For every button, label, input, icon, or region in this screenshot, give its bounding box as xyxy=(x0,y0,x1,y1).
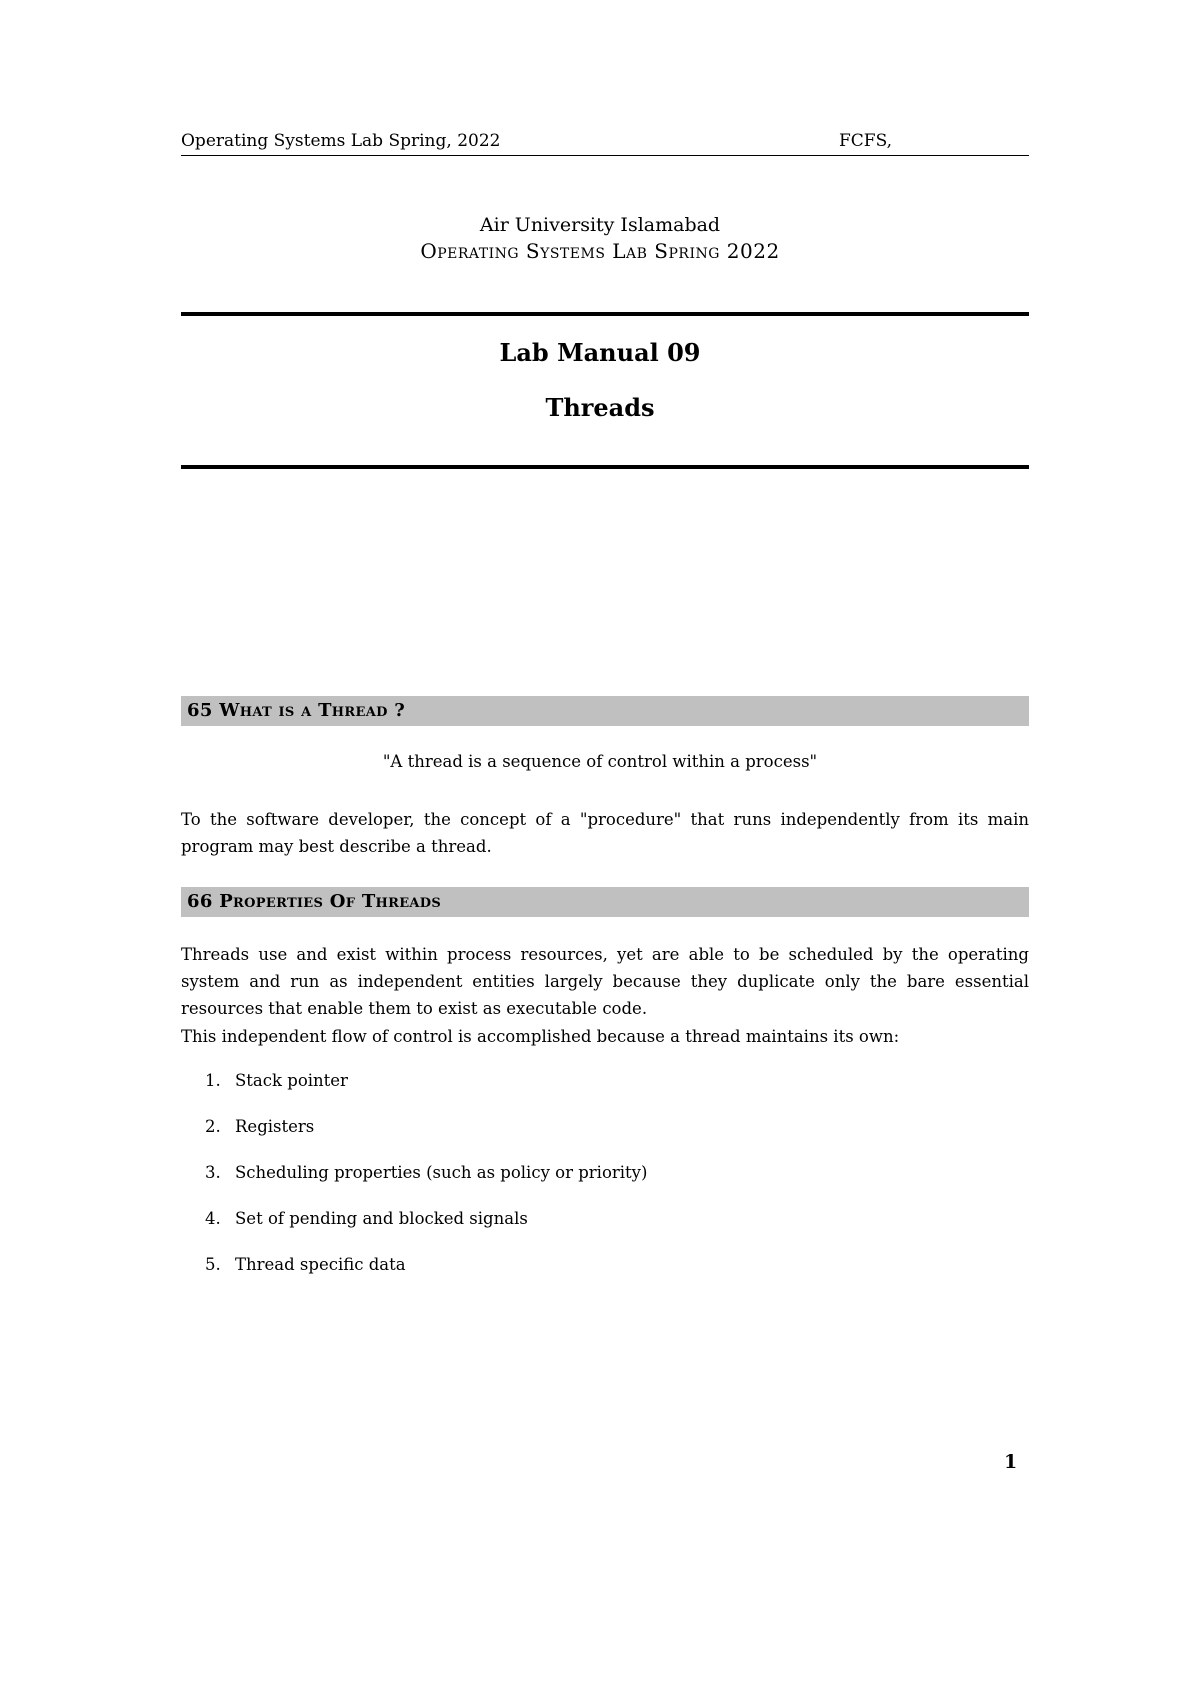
properties-intro-line: This independent flow of control is accomplished because a thread maintains its own: xyxy=(181,1027,900,1046)
list-item xyxy=(205,1208,1005,1254)
list-item-text: Stack pointer xyxy=(235,1071,348,1090)
thread-definition-quote: "A thread is a sequence of control within a process" xyxy=(382,752,818,771)
course-name: Operating Systems Lab Spring 2022 xyxy=(420,239,780,263)
list-item-text: Scheduling properties (such as policy or priority) xyxy=(235,1163,648,1182)
list-item-number: 5. xyxy=(205,1255,221,1274)
list-item xyxy=(205,1254,1005,1300)
running-header xyxy=(181,130,1029,156)
list-item xyxy=(205,1162,1005,1208)
section-heading-properties: 66 Properties Of Threads xyxy=(181,887,1029,917)
header-topic: FCFS, xyxy=(839,131,893,151)
header-course-title: Operating Systems Lab Spring, 2022 xyxy=(181,131,501,151)
properties-paragraph: Threads use and exist within process resources, yet are able to be scheduled by the operating system and run as independent entities largely because they duplicate only the bare essential resources that enable them to exist as executable code. xyxy=(181,945,1029,1018)
list-item-text: Set of pending and blocked signals xyxy=(235,1209,528,1228)
list-item xyxy=(205,1070,1005,1116)
list-item-text: Thread specific data xyxy=(235,1255,406,1274)
list-item-number: 4. xyxy=(205,1209,221,1228)
section-heading-what-is-thread: 65 What is a Thread ? xyxy=(181,696,1029,726)
list-item-number: 2. xyxy=(205,1117,221,1136)
title-block xyxy=(0,212,1200,264)
title-rule-top xyxy=(181,312,1029,316)
manual-title: Lab Manual 09 xyxy=(499,338,701,367)
title-rule-bottom xyxy=(181,465,1029,469)
university-name: Air University Islamabad xyxy=(479,214,721,236)
list-item xyxy=(205,1116,1005,1162)
list-item-number: 1. xyxy=(205,1071,221,1090)
manual-subtitle: Threads xyxy=(545,393,655,422)
page-number: 1 xyxy=(1004,1451,1018,1473)
list-item-number: 3. xyxy=(205,1163,221,1182)
thread-description-paragraph: To the software developer, the concept of a "procedure" that runs independently from its main program may best describe a thread. xyxy=(181,810,1029,856)
list-item-text: Registers xyxy=(235,1117,315,1136)
thread-properties-list xyxy=(205,1070,1005,1300)
